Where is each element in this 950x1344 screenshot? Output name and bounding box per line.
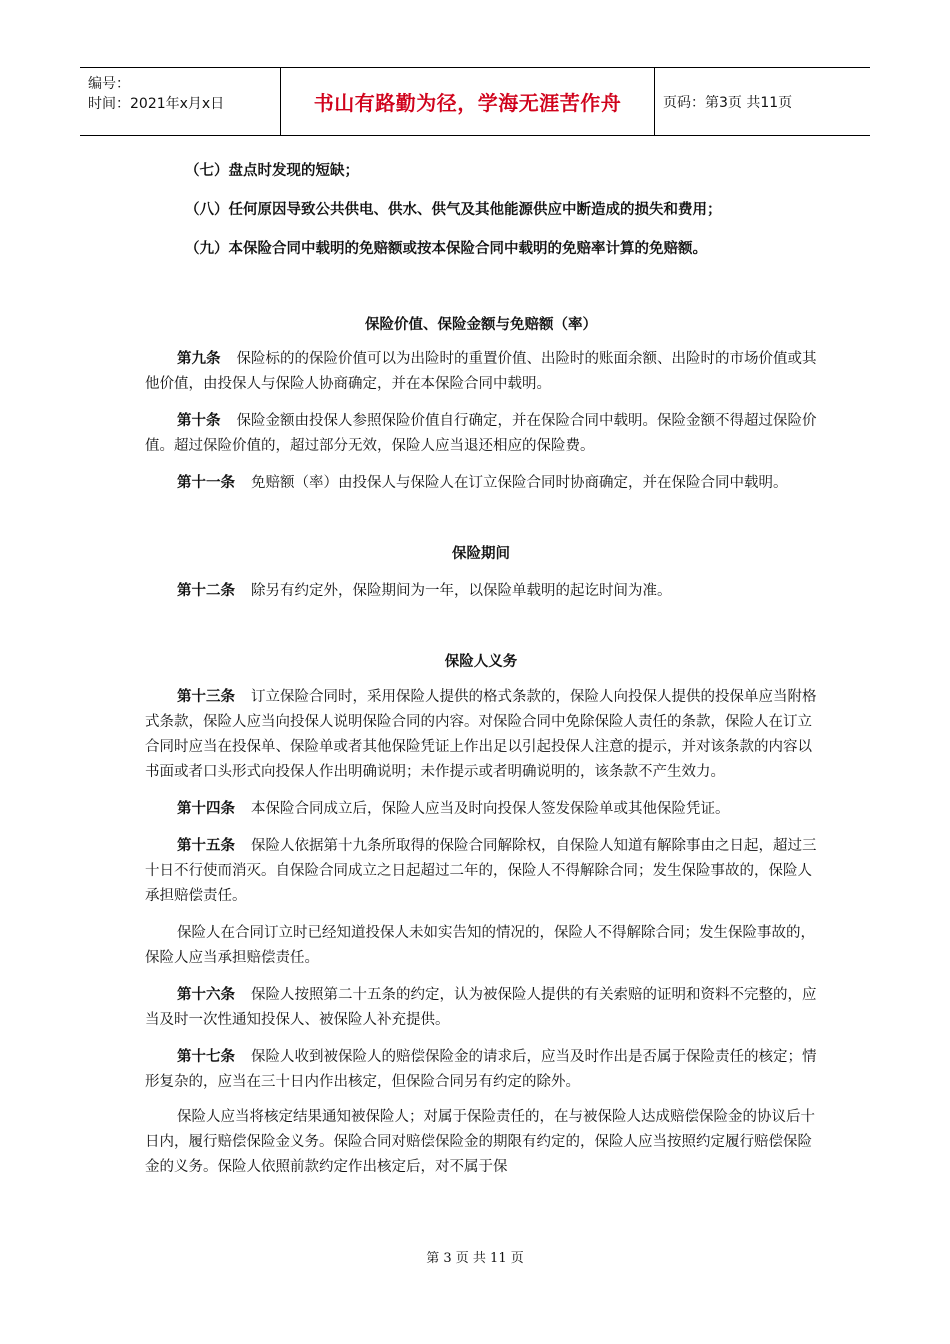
article-text: 订立保险合同时，采用保险人提供的格式条款的，保险人向投保人提供的投保单应当附格式条款，保险人应当向投保人说明保险合同的内容。对保险合同中免除保险人责任的条款，保险人在订立合同时应当在投保单、保险单或者其他保险凭证上作出足以引起投保人注意的提示，并对该条款的内容以书面或者口头形式向投保人作出明确说明；未作提示或者明确说明的，该条款不产生效力。 xyxy=(145,689,817,780)
article-number: 第十三条 xyxy=(177,689,235,705)
article-number: 第十六条 xyxy=(177,987,235,1003)
article-9 xyxy=(145,347,817,397)
exclusion-item-7: （七）盘点时发现的短缺； xyxy=(185,163,359,179)
article-text: 除另有约定外，保险期间为一年，以保险单载明的起讫时间为准。 xyxy=(251,583,672,599)
article-text: 保险人按照第二十五条的约定，认为被保险人提供的有关索赔的证明和资料不完整的，应当及时一次性通知投保人、被保险人补充提供。 xyxy=(145,987,817,1028)
article-16 xyxy=(145,983,817,1033)
motto: 书山有路勤为径，学海无涯苦作舟 xyxy=(281,68,655,135)
article-text: 本保险合同成立后，保险人应当及时向投保人签发保险单或其他保险凭证。 xyxy=(251,801,730,817)
article-11 xyxy=(145,471,817,496)
exclusion-item-9: （九）本保险合同中载明的免赔额或按本保险合同中载明的免赔率计算的免赔额。 xyxy=(185,241,707,257)
time-label: 时间：2021年x月x日 xyxy=(88,96,225,112)
article-17 xyxy=(145,1045,817,1095)
article-12 xyxy=(145,579,817,604)
article-number: 第十五条 xyxy=(177,838,235,854)
number-label: 编号： xyxy=(88,76,130,92)
article-text: 保险金额由投保人参照保险价值自行确定，并在保险合同中载明。保险金额不得超过保险价值。超过保险价值的，超过部分无效，保险人应当退还相应的保险费。 xyxy=(145,413,817,454)
article-text: 免赔额（率）由投保人与保险人在订立保险合同时协商确定，并在保险合同中载明。 xyxy=(251,475,788,491)
article-10 xyxy=(145,409,817,459)
article-15 xyxy=(145,834,817,909)
article-number: 第九条 xyxy=(177,351,221,367)
article-number: 第十二条 xyxy=(177,583,235,599)
section-title-duty: 保险人义务 xyxy=(444,654,518,670)
page-footer: 第 3 页 共 11 页 xyxy=(426,1251,524,1266)
section-title-value: 保险价值、保险金额与免赔额（率） xyxy=(365,317,597,333)
article-15-para-2: 保险人在合同订立时已经知道投保人未如实告知的情况的，保险人不得解除合同；发生保险事故的，保险人应当承担赔偿责任。 xyxy=(145,925,815,966)
article-17-para-2: 保险人应当将核定结果通知被保险人；对属于保险责任的，在与被保险人达成赔偿保险金的协议后十日内，履行赔偿保险金义务。保险合同对赔偿保险金的期限有约定的，保险人应当按照约定履行赔偿保险金的义务。保险人依照前款约定作出核定后，对不属于保 xyxy=(145,1109,815,1175)
header-left-cell xyxy=(80,68,281,135)
article-number: 第十七条 xyxy=(177,1049,235,1065)
document-body xyxy=(145,152,817,1180)
page-label: 页码：第3页 共11页 xyxy=(663,94,793,111)
article-text: 保险人收到被保险人的赔偿保险金的请求后，应当及时作出是否属于保险责任的核定；情形复杂的，应当在三十日内作出核定，但保险合同另有约定的除外。 xyxy=(145,1049,817,1090)
header-table xyxy=(80,67,870,136)
article-number: 第十一条 xyxy=(177,475,235,491)
article-text: 保险标的的保险价值可以为出险时的重置价值、出险时的账面余额、出险时的市场价值或其他价值，由投保人与保险人协商确定，并在本保险合同中载明。 xyxy=(145,351,817,392)
section-title-period: 保险期间 xyxy=(452,546,510,562)
article-number: 第十条 xyxy=(177,413,221,429)
article-number: 第十四条 xyxy=(177,801,235,817)
exclusion-item-8: （八）任何原因导致公共供电、供水、供气及其他能源供应中断造成的损失和费用； xyxy=(185,202,722,218)
article-14 xyxy=(145,797,817,822)
article-13 xyxy=(145,685,817,785)
article-text: 保险人依据第十九条所取得的保险合同解除权，自保险人知道有解除事由之日起，超过三十日不行使而消灭。自保险合同成立之日起超过二年的，保险人不得解除合同；发生保险事故的，保险人承担赔偿责任。 xyxy=(145,838,817,904)
